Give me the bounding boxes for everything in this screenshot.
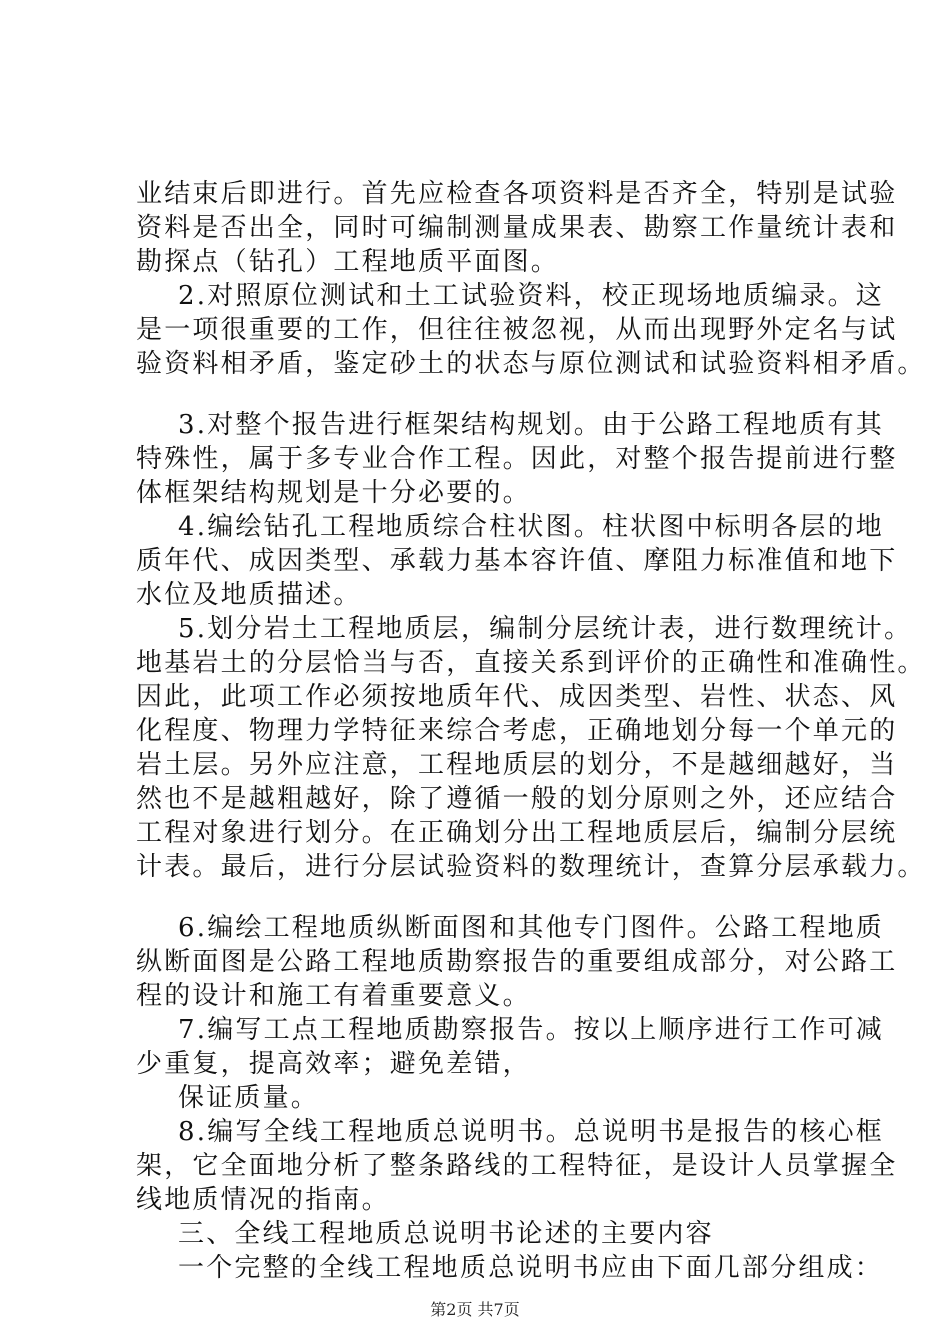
paragraph-line: 4.编绘钻孔工程地质综合柱状图。柱状图中标明各层的地 (178, 512, 885, 542)
paragraph-line: 验资料相矛盾，鉴定砂土的状态与原位测试和试验资料相矛盾。 (136, 349, 926, 379)
paragraph-line: 5.划分岩土工程地质层，编制分层统计表，进行数理统计。 (178, 614, 913, 644)
paragraph-line: 是一项很重要的工作，但往往被忽视，从而出现野外定名与试 (136, 315, 898, 345)
paragraph-line: 一个完整的全线工程地质总说明书应由下面几部分组成： (178, 1253, 884, 1283)
section-heading: 三、全线工程地质总说明书论述的主要内容 (178, 1219, 714, 1249)
paragraph-line: 水位及地质描述。 (136, 580, 362, 610)
paragraph-line: 8.编写全线工程地质总说明书。总说明书是报告的核心框 (178, 1117, 885, 1147)
paragraph-line: 岩土层。另外应注意，工程地质层的划分，不是越细越好，当 (136, 750, 898, 780)
paragraph-line: 线地质情况的指南。 (136, 1185, 390, 1215)
paragraph-line: 地基岩土的分层恰当与否，直接关系到评价的正确性和准确性。 (136, 648, 926, 678)
paragraph-line: 体框架结构规划是十分必要的。 (136, 478, 531, 508)
paragraph-line: 保证质量。 (178, 1083, 320, 1113)
paragraph-line: 质年代、成因类型、承载力基本容许值、摩阻力标准值和地下 (136, 546, 898, 576)
paragraph-line: 勘探点（钻孔）工程地质平面图。 (136, 247, 560, 277)
paragraph-line: 纵断面图是公路工程地质勘察报告的重要组成部分，对公路工 (136, 947, 898, 977)
paragraph-line: 计表。最后，进行分层试验资料的数理统计，查算分层承载力。 (136, 852, 926, 882)
paragraph-line: 因此，此项工作必须按地质年代、成因类型、岩性、状态、风 (136, 682, 898, 712)
paragraph-line: 业结束后即进行。首先应检查各项资料是否齐全，特别是试验 (136, 179, 898, 209)
paragraph-line: 架，它全面地分析了整条路线的工程特征，是设计人员掌握全 (136, 1151, 898, 1181)
paragraph-line: 化程度、物理力学特征来综合考虑，正确地划分每一个单元的 (136, 716, 898, 746)
paragraph-line: 资料是否出全，同时可编制测量成果表、勘察工作量统计表和 (136, 213, 898, 243)
page-footer: 第2页 共7页 (430, 1300, 520, 1319)
paragraph-line: 程的设计和施工有着重要意义。 (136, 981, 531, 1011)
paragraph-line: 然也不是越粗越好，除了遵循一般的划分原则之外，还应结合 (136, 784, 898, 814)
paragraph-line: 2.对照原位测试和土工试验资料，校正现场地质编录。这 (178, 281, 885, 311)
paragraph-line: 少重复，提高效率；避免差错， (136, 1049, 531, 1079)
paragraph-line: 特殊性，属于多专业合作工程。因此，对整个报告提前进行整 (136, 444, 898, 474)
paragraph-line: 7.编写工点工程地质勘察报告。按以上顺序进行工作可减 (178, 1015, 885, 1045)
paragraph-line: 6.编绘工程地质纵断面图和其他专门图件。公路工程地质 (178, 913, 885, 943)
paragraph-line: 3.对整个报告进行框架结构规划。由于公路工程地质有其 (178, 410, 885, 440)
paragraph-line: 工程对象进行划分。在正确划分出工程地质层后，编制分层统 (136, 818, 898, 848)
